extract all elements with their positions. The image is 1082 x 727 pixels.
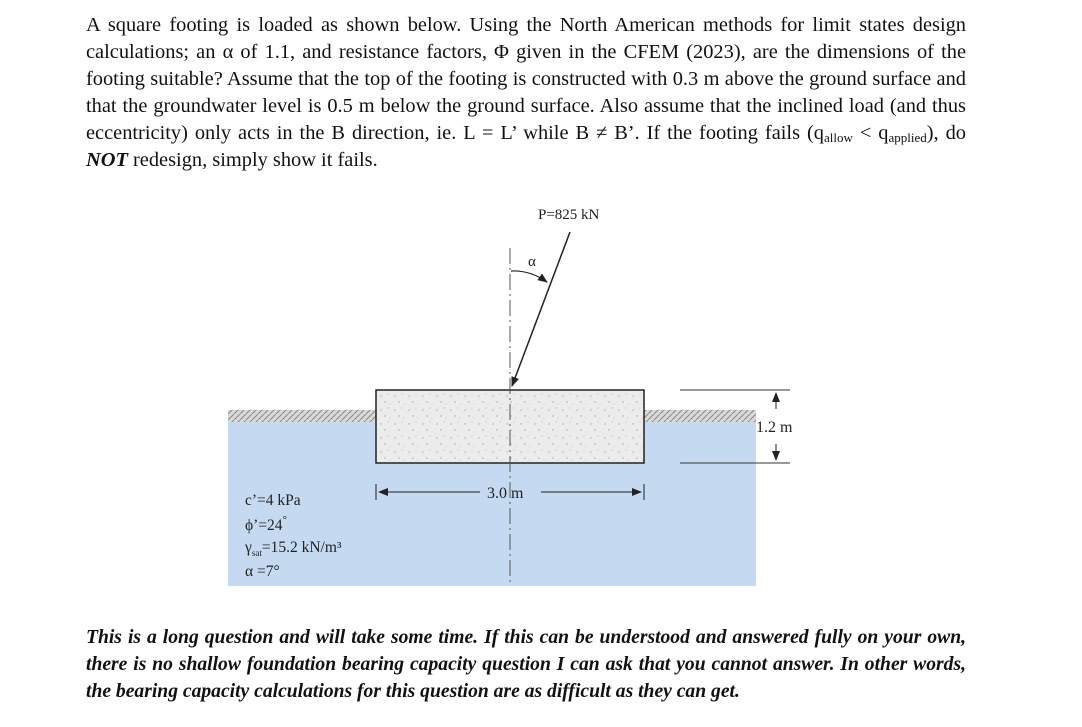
soil-alpha: α =7° [245, 563, 280, 580]
problem-text-end: redesign, simply show it fails. [127, 149, 378, 171]
problem-text-cont: ), do [926, 122, 966, 144]
ground-hatch-left [228, 410, 376, 422]
ground-hatch-right [644, 410, 756, 422]
not-emphasis: NOT [86, 149, 128, 171]
problem-text: A square footing is loaded as shown below. Using the North American methods for limit states design calculations; an α of 1.1, and resistance factors, Φ given in the CFEM (2023), are the dimensions of the footing suitable? Assume that the top of the footing is constructed with 0.3 m above the ground surface and that the groundwater level is 0.5 m below the ground surface. Also assume that the inclined load (and thus eccentricity) only acts in the B direction, ie. L = L’ while B ≠ B’. If the footing fails (q [86, 14, 966, 144]
soil-cohesion: c’=4 kPa [245, 492, 301, 509]
load-label: P=825 kN [538, 207, 600, 223]
degree-sign: ° [282, 514, 287, 526]
alpha-arc [511, 271, 547, 282]
footing [376, 390, 644, 463]
less-than-q: < q [852, 122, 889, 144]
gamma-symbol: γ [245, 539, 252, 556]
height-label: 1.2 m [756, 419, 793, 436]
gamma-subscript: sat [251, 548, 262, 558]
closing-note: This is a long question and will take some time. If this can be understood and answered fully on your own, there is no shallow foundation bearing capacity question I can ask that you cannot answer. In other words, the bearing capacity calculations for this question are as difficult as they can get. [86, 627, 966, 702]
q-allow-subscript: allow [823, 130, 853, 145]
soil-friction-angle [245, 514, 287, 534]
q-applied-subscript: applied [888, 130, 927, 145]
load-arrow [512, 232, 570, 386]
width-label: 3.0 m [487, 485, 524, 502]
friction-value: ϕ’=24 [245, 517, 283, 534]
unit-weight-value: =15.2 kN/m³ [261, 539, 342, 556]
alpha-label: α [528, 254, 536, 270]
